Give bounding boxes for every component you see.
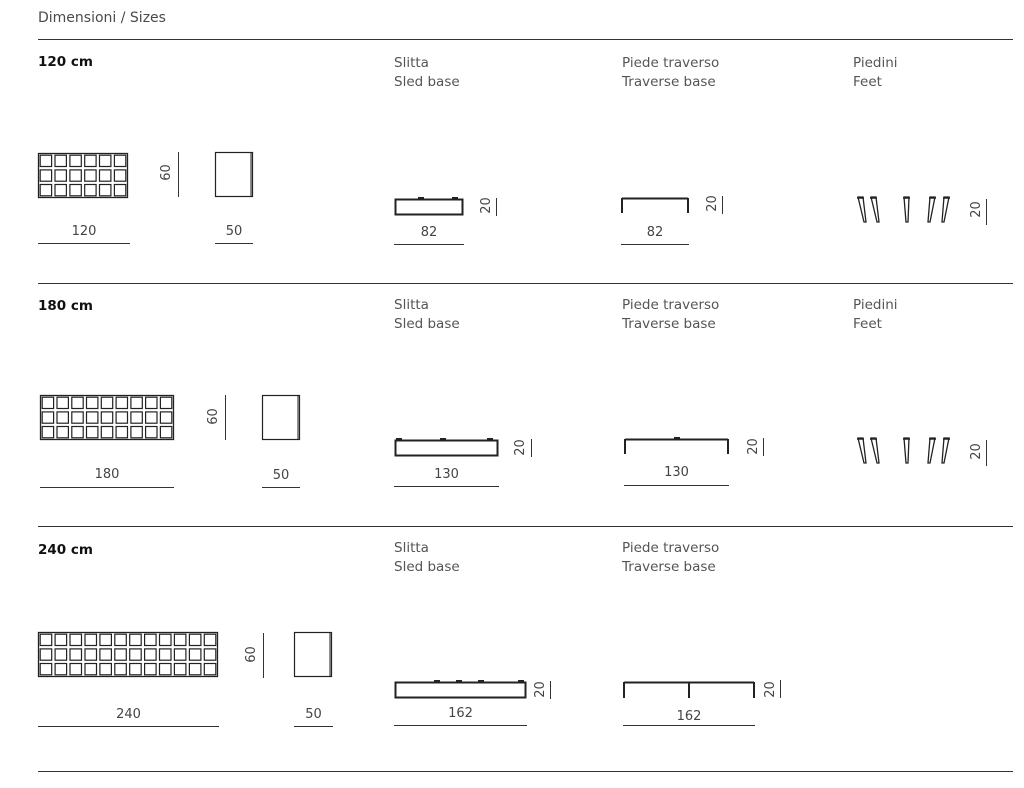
- grid-cell: [70, 664, 82, 675]
- grid-cell: [115, 664, 127, 675]
- grid-cell: [40, 170, 51, 181]
- feet-label-it: Piedini: [853, 297, 898, 313]
- foot-leg: [942, 197, 949, 222]
- grid-cell: [101, 412, 112, 423]
- grid-cell: [70, 185, 81, 196]
- sled-label-it: Slitta: [394, 540, 429, 556]
- grid-cell: [85, 170, 96, 181]
- sled-width-value: 130: [434, 467, 459, 482]
- dimension-line: [496, 198, 497, 216]
- foot-leg: [928, 438, 935, 463]
- dimension-line: [215, 243, 253, 244]
- grid-cell: [57, 412, 68, 423]
- feet-label-en: Feet: [853, 316, 882, 332]
- grid-cell: [42, 427, 53, 438]
- grid-cell: [114, 170, 125, 181]
- grid-cell: [40, 634, 52, 645]
- grid-cell: [85, 634, 97, 645]
- grid-cell: [174, 634, 186, 645]
- grid-cell: [145, 649, 157, 660]
- traverse-height-value: 20: [762, 681, 778, 698]
- dimension-line: [262, 487, 300, 488]
- grid-cell: [40, 155, 51, 166]
- traverse-label-it: Piede traverso: [622, 540, 720, 556]
- grid-cell: [100, 185, 111, 196]
- grid-cell: [204, 634, 216, 645]
- grid-cell: [40, 185, 51, 196]
- grid-cell: [57, 397, 68, 408]
- grid-cell: [146, 397, 157, 408]
- traverse-header: [622, 54, 719, 92]
- feet-header: [853, 54, 898, 92]
- width-value: 180: [94, 467, 120, 482]
- divider: [38, 526, 1013, 527]
- sled-label-en: Sled base: [394, 559, 460, 575]
- grid-cell: [131, 397, 142, 408]
- grid-cell: [114, 155, 125, 166]
- width-value: 120: [71, 224, 97, 239]
- traverse-label-en: Traverse base: [622, 316, 716, 332]
- grid-cell: [85, 155, 96, 166]
- grid-cell: [100, 170, 111, 181]
- sled-label-en: Sled base: [394, 74, 460, 90]
- grid-cell: [85, 185, 96, 196]
- divider: [38, 771, 1013, 772]
- dimension-line: [394, 725, 527, 726]
- size-label-120: 120 cm: [38, 54, 93, 70]
- foot-leg: [928, 197, 935, 222]
- sled-header: [394, 539, 460, 577]
- dimension-line: [40, 487, 174, 488]
- dimension-line: [178, 152, 179, 197]
- grid-cell: [130, 634, 142, 645]
- grid-cell: [160, 634, 172, 645]
- grid-cell: [160, 412, 171, 423]
- divider: [38, 39, 1013, 40]
- dimension-line: [550, 681, 551, 699]
- foot-leg: [904, 438, 909, 463]
- grid-cell: [70, 634, 82, 645]
- dimension-line: [531, 439, 532, 457]
- dimension-line: [38, 726, 219, 727]
- grid-cell: [189, 634, 201, 645]
- height-value: 60: [158, 164, 174, 181]
- dimension-line: [263, 633, 264, 678]
- dimension-line: [394, 486, 499, 487]
- grid-cell: [160, 427, 171, 438]
- grid-cell: [70, 155, 81, 166]
- feet-drawing: [858, 436, 958, 468]
- foot-leg: [871, 197, 879, 222]
- sled-height-value: 20: [532, 681, 548, 698]
- grid-cell: [131, 412, 142, 423]
- grid-cell: [85, 649, 97, 660]
- traverse-label-it: Piede traverso: [622, 297, 720, 313]
- foot-leg: [871, 438, 879, 463]
- traverse-label-it: Piede traverso: [622, 55, 720, 71]
- grid-cell: [174, 664, 186, 675]
- traverse-header: [622, 539, 719, 577]
- grid-cell: [131, 427, 142, 438]
- traverse-height-value: 20: [704, 195, 720, 212]
- grid-cell: [100, 664, 112, 675]
- bookcase-side-drawing: [294, 632, 334, 678]
- grid-cell: [100, 649, 112, 660]
- feet-height-value: 20: [968, 443, 984, 460]
- dimension-line: [623, 725, 755, 726]
- dimension-line: [624, 485, 729, 486]
- grid-cell: [87, 427, 98, 438]
- grid-cell: [116, 397, 127, 408]
- traverse-width-value: 82: [646, 225, 664, 240]
- dimension-line: [621, 244, 689, 245]
- size-label-240: 240 cm: [38, 542, 93, 558]
- sled-label-it: Slitta: [394, 55, 429, 71]
- traverse-base-drawing: [624, 438, 732, 458]
- grid-cell: [87, 412, 98, 423]
- grid-cell: [42, 412, 53, 423]
- dimension-line: [722, 196, 723, 214]
- bookcase-front-drawing: [38, 632, 218, 677]
- sled-header: [394, 54, 460, 92]
- traverse-base-drawing: [623, 681, 757, 701]
- grid-cell: [160, 649, 172, 660]
- grid-cell: [70, 170, 81, 181]
- grid-cell: [55, 649, 67, 660]
- traverse-height-value: 20: [745, 438, 761, 455]
- width-value: 240: [116, 707, 141, 722]
- feet-label-en: Feet: [853, 74, 882, 90]
- grid-cell: [85, 664, 97, 675]
- grid-cell: [72, 427, 83, 438]
- grid-cell: [55, 634, 67, 645]
- dimension-line: [225, 395, 226, 440]
- grid-cell: [72, 412, 83, 423]
- depth-value: 50: [225, 224, 243, 239]
- grid-cell: [160, 664, 172, 675]
- sled-header: [394, 296, 460, 334]
- dimension-line: [780, 680, 781, 698]
- bookcase-front-drawing: [40, 395, 174, 440]
- traverse-label-en: Traverse base: [622, 559, 716, 575]
- dimension-line: [38, 243, 130, 244]
- height-value: 60: [243, 646, 259, 663]
- grid-cell: [189, 649, 201, 660]
- traverse-base-drawing: [621, 197, 691, 217]
- grid-cell: [130, 664, 142, 675]
- grid-cell: [146, 412, 157, 423]
- traverse-width-value: 162: [676, 709, 702, 724]
- grid-cell: [160, 397, 171, 408]
- grid-cell: [130, 649, 142, 660]
- foot-leg: [904, 197, 909, 222]
- bookcase-front-drawing: [38, 153, 128, 198]
- foot-leg: [858, 197, 866, 222]
- grid-cell: [87, 397, 98, 408]
- divider: [38, 283, 1013, 284]
- bookcase-side-drawing: [262, 395, 302, 441]
- foot-leg: [858, 438, 866, 463]
- sled-base-drawing: [394, 196, 466, 218]
- dimension-line: [294, 726, 333, 727]
- grid-cell: [100, 634, 112, 645]
- grid-cell: [70, 649, 82, 660]
- grid-cell: [189, 664, 201, 675]
- dimension-line: [394, 244, 464, 245]
- grid-cell: [116, 412, 127, 423]
- feet-header: [853, 296, 898, 334]
- sled-height-value: 20: [512, 439, 528, 456]
- feet-height-value: 20: [968, 201, 984, 218]
- sled-height-value: 20: [478, 197, 494, 214]
- sled-base-drawing: [394, 679, 528, 701]
- sled-width-value: 82: [420, 225, 438, 240]
- grid-cell: [55, 664, 67, 675]
- sled-label-it: Slitta: [394, 297, 429, 313]
- grid-cell: [145, 634, 157, 645]
- grid-frame: [41, 396, 174, 440]
- foot-leg: [942, 438, 949, 463]
- sled-base-drawing: [394, 437, 500, 459]
- grid-cell: [204, 649, 216, 660]
- grid-cell: [146, 427, 157, 438]
- grid-cell: [145, 664, 157, 675]
- sled-label-en: Sled base: [394, 316, 460, 332]
- grid-cell: [115, 649, 127, 660]
- grid-cell: [114, 185, 125, 196]
- grid-cell: [57, 427, 68, 438]
- grid-cell: [116, 427, 127, 438]
- grid-cell: [40, 649, 52, 660]
- traverse-header: [622, 296, 719, 334]
- grid-cell: [101, 427, 112, 438]
- feet-drawing: [858, 195, 958, 227]
- grid-cell: [100, 155, 111, 166]
- sled-width-value: 162: [448, 706, 473, 721]
- grid-cell: [115, 634, 127, 645]
- traverse-label-en: Traverse base: [622, 74, 716, 90]
- grid-frame: [39, 633, 218, 677]
- bookcase-side-drawing: [215, 152, 255, 198]
- grid-cell: [72, 397, 83, 408]
- page-title: Dimensioni / Sizes: [38, 10, 166, 26]
- traverse-width-value: 130: [664, 465, 689, 480]
- grid-cell: [55, 170, 66, 181]
- height-value: 60: [205, 408, 221, 425]
- depth-value: 50: [305, 707, 322, 722]
- grid-cell: [42, 397, 53, 408]
- dimension-line: [986, 199, 987, 225]
- grid-cell: [204, 664, 216, 675]
- grid-cell: [40, 664, 52, 675]
- dimension-line: [986, 440, 987, 466]
- depth-value: 50: [272, 468, 290, 483]
- grid-cell: [55, 155, 66, 166]
- grid-cell: [101, 397, 112, 408]
- size-label-180: 180 cm: [38, 298, 93, 314]
- dimension-line: [763, 438, 764, 456]
- grid-cell: [174, 649, 186, 660]
- grid-cell: [55, 185, 66, 196]
- feet-label-it: Piedini: [853, 55, 898, 71]
